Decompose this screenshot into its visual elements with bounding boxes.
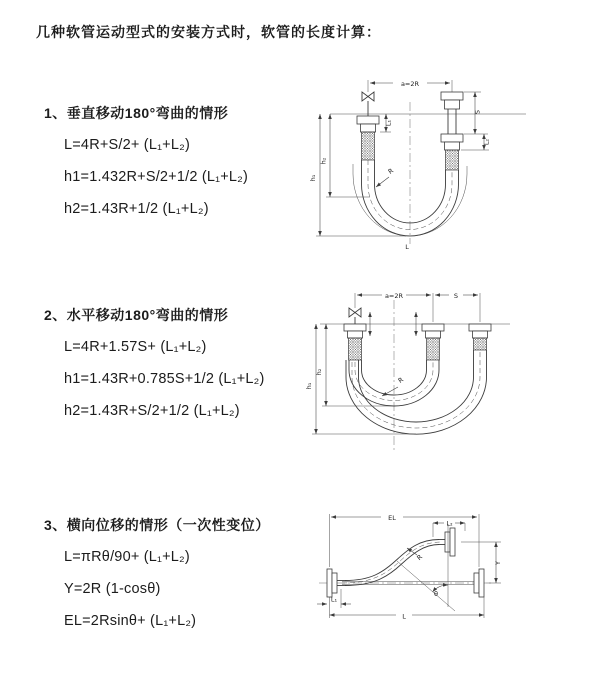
dim-h1-label: h₁ [309,174,317,182]
dim-h1-label: h₁ [305,382,313,390]
length-label: L [405,243,409,251]
dim-el-label: EL [388,514,396,522]
radius-label: R [415,552,425,562]
formula-l: L=4R+1.57S+ (L₁+L₂) [64,339,207,355]
dim-h2-label: h₂ [319,157,328,165]
dim-l-label: L [402,612,406,621]
radius-label: R [396,375,406,385]
dim-l1-label: L₁ [384,119,393,127]
dim-l2-label: L₂ [482,138,491,146]
dim-s-label: S [473,109,482,115]
formula-el: EL=2Rsinθ+ (L₁+L₂) [64,613,197,629]
valve-icon [362,92,374,101]
valve-icon [349,308,361,317]
diagram-vertical-180-bend [300,66,530,258]
radius-label: R [386,166,396,176]
braided-hose-section [362,132,375,160]
formula-h2: h2=1.43R+S/2+1/2 (L₁+L₂) [64,403,240,419]
dim-a-2r-label: a=2R [384,291,404,300]
formula-h1: h1=1.43R+0.785S+1/2 (L₁+L₂) [64,371,265,387]
dim-y-label: Y [494,561,502,565]
dim-l1-label: L₁ [330,595,338,604]
section-1-heading: 1、垂直移动180°弯曲的情形 [44,105,229,121]
diagram-horizontal-180-bend [298,282,530,462]
dim-s-label: S [453,291,459,300]
formula-y: Y=2R (1-cosθ) [64,581,161,597]
formula-h2: h2=1.43R+1/2 (L₁+L₂) [64,201,209,217]
section-horizontal-movement [44,307,314,419]
section-2-heading: 2、水平移动180°弯曲的情形 [44,307,229,323]
section-vertical-movement [44,105,314,217]
angle-theta-label: θ [434,590,438,598]
formula-l: L=4R+S/2+ (L₁+L₂) [64,137,190,153]
diagram-lateral-displacement [293,497,535,652]
section-3-heading: 3、横向位移的情形（一次性变位） [44,517,270,533]
dim-l2-label: L₂ [446,519,453,528]
dim-h2-label: h₂ [315,368,323,376]
section-lateral-displacement [44,517,314,629]
formula-h1: h1=1.432R+S/2+1/2 (L₁+L₂) [64,169,249,185]
page-title: 几种软管运动型式的安装方式时，软管的长度计算： [36,24,381,40]
formula-l: L=πRθ/90+ (L₁+L₂) [64,549,190,565]
dim-a-2r-label: a=2R [400,79,420,88]
